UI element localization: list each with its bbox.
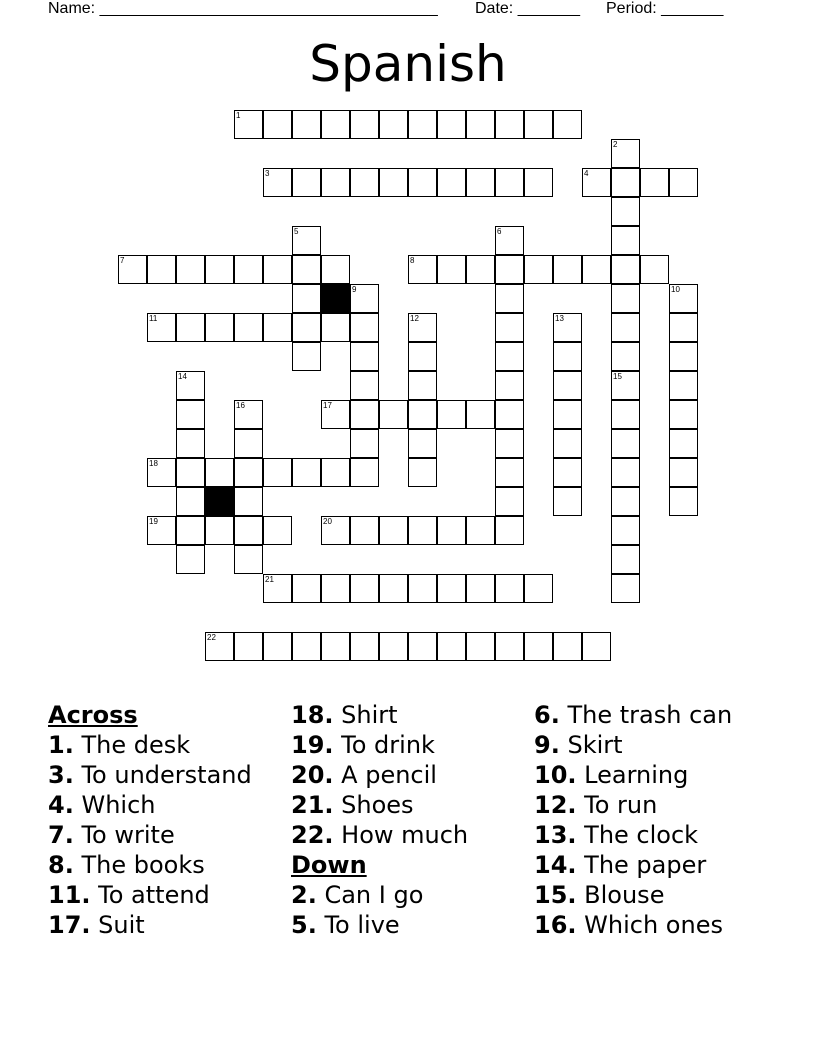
clue-text: A pencil	[341, 761, 437, 789]
name-field-label: Name: ______________________________________	[48, 0, 438, 17]
clue-number: 12.	[534, 791, 577, 819]
clue-text: To attend	[98, 881, 210, 909]
grid-cell[interactable]	[292, 574, 321, 603]
grid-cell[interactable]	[350, 400, 379, 429]
clue-number: 15.	[534, 881, 577, 909]
grid-cell[interactable]	[176, 487, 205, 516]
grid-cell[interactable]	[669, 487, 698, 516]
grid-cell[interactable]	[495, 168, 524, 197]
grid-cell[interactable]	[147, 516, 176, 545]
clue-number: 11.	[48, 881, 91, 909]
grid-cell[interactable]	[263, 458, 292, 487]
clue-item	[534, 910, 774, 940]
grid-cell[interactable]	[437, 110, 466, 139]
clue-text: Which	[81, 791, 156, 819]
black-cell	[321, 284, 350, 313]
grid-cell[interactable]	[350, 458, 379, 487]
grid-cell[interactable]	[611, 255, 640, 284]
cell-number: 13	[555, 314, 564, 323]
grid-cell[interactable]	[408, 632, 437, 661]
clue-item	[48, 790, 288, 820]
grid-cell[interactable]	[321, 516, 350, 545]
clue-number: 16.	[534, 911, 577, 939]
grid-cell[interactable]	[234, 313, 263, 342]
cell-number: 1	[236, 111, 241, 120]
clue-item	[534, 730, 774, 760]
grid-cell[interactable]	[669, 371, 698, 400]
clue-item	[291, 760, 531, 790]
grid-cell[interactable]	[524, 110, 553, 139]
down-heading: Down	[291, 851, 367, 879]
grid-cell[interactable]	[292, 255, 321, 284]
grid-cell[interactable]	[350, 284, 379, 313]
clue-item	[534, 700, 774, 730]
clue-text: How much	[341, 821, 469, 849]
grid-cell[interactable]	[611, 516, 640, 545]
grid-cell[interactable]	[408, 342, 437, 371]
clue-text: Shoes	[341, 791, 414, 819]
grid-cell[interactable]	[234, 458, 263, 487]
grid-cell[interactable]	[466, 574, 495, 603]
grid-cell[interactable]	[524, 255, 553, 284]
grid-cell[interactable]	[495, 487, 524, 516]
grid-cell[interactable]	[379, 168, 408, 197]
grid-cell[interactable]	[176, 400, 205, 429]
grid-cell[interactable]	[118, 255, 147, 284]
grid-cell[interactable]	[234, 110, 263, 139]
grid-cell[interactable]	[611, 342, 640, 371]
grid-cell[interactable]	[466, 516, 495, 545]
clue-column-3	[534, 700, 774, 940]
grid-cell[interactable]	[263, 574, 292, 603]
grid-cell[interactable]	[147, 255, 176, 284]
grid-cell[interactable]	[263, 168, 292, 197]
grid-cell[interactable]	[466, 632, 495, 661]
grid-cell[interactable]	[234, 400, 263, 429]
grid-cell[interactable]	[553, 255, 582, 284]
grid-cell[interactable]	[611, 226, 640, 255]
clue-item	[291, 910, 531, 940]
grid-cell[interactable]	[321, 110, 350, 139]
grid-cell[interactable]	[553, 632, 582, 661]
grid-cell[interactable]	[408, 371, 437, 400]
grid-cell[interactable]	[408, 574, 437, 603]
grid-cell[interactable]	[292, 226, 321, 255]
grid-cell[interactable]	[350, 516, 379, 545]
grid-cell[interactable]	[611, 487, 640, 516]
grid-cell[interactable]	[524, 168, 553, 197]
grid-cell[interactable]	[437, 516, 466, 545]
grid-cell[interactable]	[379, 516, 408, 545]
across-heading: Across	[48, 701, 138, 729]
grid-cell[interactable]	[205, 458, 234, 487]
cell-number: 19	[149, 517, 158, 526]
clue-item	[534, 760, 774, 790]
cell-number: 11	[149, 314, 158, 323]
grid-cell[interactable]	[147, 458, 176, 487]
clue-item	[291, 730, 531, 760]
grid-cell[interactable]	[176, 255, 205, 284]
grid-cell[interactable]	[466, 110, 495, 139]
cell-number: 20	[323, 517, 332, 526]
grid-cell[interactable]	[205, 255, 234, 284]
grid-cell[interactable]	[669, 400, 698, 429]
grid-cell[interactable]	[408, 168, 437, 197]
clue-text: To drink	[341, 731, 435, 759]
grid-cell[interactable]	[176, 371, 205, 400]
grid-cell[interactable]	[263, 110, 292, 139]
grid-cell[interactable]	[234, 545, 263, 574]
grid-cell[interactable]	[234, 487, 263, 516]
clue-text: Which ones	[584, 911, 723, 939]
clue-text: To live	[324, 911, 400, 939]
clue-item	[534, 880, 774, 910]
grid-cell[interactable]	[379, 574, 408, 603]
grid-cell[interactable]	[437, 574, 466, 603]
grid-cell[interactable]	[669, 429, 698, 458]
clue-number: 10.	[534, 761, 577, 789]
grid-cell[interactable]	[321, 400, 350, 429]
grid-cell[interactable]	[553, 458, 582, 487]
black-cell	[205, 487, 234, 516]
grid-cell[interactable]	[669, 168, 698, 197]
clue-text: Skirt	[567, 731, 623, 759]
grid-cell[interactable]	[611, 574, 640, 603]
grid-cell[interactable]	[669, 313, 698, 342]
grid-cell[interactable]	[437, 400, 466, 429]
grid-cell[interactable]	[263, 632, 292, 661]
grid-cell[interactable]	[176, 429, 205, 458]
grid-cell[interactable]	[350, 429, 379, 458]
cell-number: 14	[178, 372, 187, 381]
clue-item	[291, 820, 531, 850]
grid-cell[interactable]	[611, 313, 640, 342]
grid-cell[interactable]	[292, 342, 321, 371]
grid-cell[interactable]	[669, 342, 698, 371]
grid-cell[interactable]	[321, 255, 350, 284]
cell-number: 4	[584, 169, 589, 178]
grid-cell[interactable]	[611, 429, 640, 458]
grid-cell[interactable]	[205, 516, 234, 545]
grid-cell[interactable]	[408, 516, 437, 545]
grid-cell[interactable]	[176, 458, 205, 487]
grid-cell[interactable]	[495, 458, 524, 487]
cell-number: 10	[671, 285, 680, 294]
clue-number: 6.	[534, 701, 560, 729]
grid-cell[interactable]	[553, 110, 582, 139]
grid-cell[interactable]	[495, 574, 524, 603]
clue-number: 8.	[48, 851, 74, 879]
grid-cell[interactable]	[437, 632, 466, 661]
clue-item	[48, 820, 288, 850]
grid-cell[interactable]	[495, 516, 524, 545]
grid-cell[interactable]	[321, 458, 350, 487]
grid-cell[interactable]	[205, 632, 234, 661]
clue-text: Can I go	[324, 881, 424, 909]
clue-number: 21.	[291, 791, 334, 819]
cell-number: 17	[323, 401, 332, 410]
grid-cell[interactable]	[495, 371, 524, 400]
grid-cell[interactable]	[292, 168, 321, 197]
grid-cell[interactable]	[553, 487, 582, 516]
grid-cell[interactable]	[466, 400, 495, 429]
grid-cell[interactable]	[292, 458, 321, 487]
grid-cell[interactable]	[292, 632, 321, 661]
grid-cell[interactable]	[350, 168, 379, 197]
grid-cell[interactable]	[553, 342, 582, 371]
grid-cell[interactable]	[350, 342, 379, 371]
clue-text: The trash can	[567, 701, 733, 729]
clue-text: The books	[81, 851, 205, 879]
grid-cell[interactable]	[495, 342, 524, 371]
cell-number: 7	[120, 256, 125, 265]
grid-cell[interactable]	[408, 110, 437, 139]
grid-cell[interactable]	[495, 400, 524, 429]
grid-cell[interactable]	[408, 458, 437, 487]
grid-cell[interactable]	[321, 313, 350, 342]
grid-cell[interactable]	[350, 313, 379, 342]
grid-cell[interactable]	[640, 255, 669, 284]
grid-cell[interactable]	[176, 545, 205, 574]
clue-column-2	[291, 700, 531, 940]
clue-number: 18.	[291, 701, 334, 729]
cell-number: 15	[613, 372, 622, 381]
clue-item	[48, 760, 288, 790]
grid-cell[interactable]	[553, 429, 582, 458]
clue-number: 22.	[291, 821, 334, 849]
clue-number: 19.	[291, 731, 334, 759]
clue-text: To write	[81, 821, 175, 849]
clue-number: 9.	[534, 731, 560, 759]
clue-item	[48, 730, 288, 760]
grid-cell[interactable]	[611, 197, 640, 226]
grid-cell[interactable]	[669, 284, 698, 313]
grid-cell[interactable]	[292, 284, 321, 313]
grid-cell[interactable]	[263, 313, 292, 342]
clue-text: To run	[584, 791, 658, 819]
grid-cell[interactable]	[669, 458, 698, 487]
grid-cell[interactable]	[350, 371, 379, 400]
clue-item	[291, 880, 531, 910]
grid-cell[interactable]	[321, 574, 350, 603]
grid-cell[interactable]	[524, 632, 553, 661]
clue-number: 17.	[48, 911, 91, 939]
cell-number: 16	[236, 401, 245, 410]
grid-cell[interactable]	[495, 313, 524, 342]
cell-number: 12	[410, 314, 419, 323]
cell-number: 18	[149, 459, 158, 468]
grid-cell[interactable]	[379, 110, 408, 139]
cell-number: 2	[613, 140, 618, 149]
clue-item	[291, 790, 531, 820]
clue-text: Suit	[98, 911, 145, 939]
grid-cell[interactable]	[611, 545, 640, 574]
clue-item	[534, 820, 774, 850]
clue-number: 3.	[48, 761, 74, 789]
clue-item	[48, 910, 288, 940]
cell-number: 3	[265, 169, 270, 178]
grid-cell[interactable]	[350, 632, 379, 661]
grid-cell[interactable]	[611, 400, 640, 429]
clue-text: Learning	[584, 761, 689, 789]
grid-cell[interactable]	[553, 400, 582, 429]
clue-item	[291, 700, 531, 730]
grid-cell[interactable]	[437, 255, 466, 284]
grid-cell[interactable]	[205, 313, 234, 342]
cell-number: 8	[410, 256, 415, 265]
grid-cell[interactable]	[408, 255, 437, 284]
grid-cell[interactable]	[234, 632, 263, 661]
grid-cell[interactable]	[611, 168, 640, 197]
grid-cell[interactable]	[292, 313, 321, 342]
grid-cell[interactable]	[379, 632, 408, 661]
grid-cell[interactable]	[408, 400, 437, 429]
grid-cell[interactable]	[524, 574, 553, 603]
grid-cell[interactable]	[495, 429, 524, 458]
grid-cell[interactable]	[234, 429, 263, 458]
grid-cell[interactable]	[495, 226, 524, 255]
grid-cell[interactable]	[495, 284, 524, 313]
grid-cell[interactable]	[495, 632, 524, 661]
clue-item	[534, 850, 774, 880]
grid-cell[interactable]	[437, 168, 466, 197]
clue-text: To understand	[81, 761, 252, 789]
cell-number: 21	[265, 575, 274, 584]
clue-number: 14.	[534, 851, 577, 879]
grid-cell[interactable]	[466, 168, 495, 197]
grid-cell[interactable]	[350, 574, 379, 603]
grid-cell[interactable]	[408, 429, 437, 458]
cell-number: 6	[497, 227, 502, 236]
clue-text: Blouse	[584, 881, 665, 909]
grid-cell[interactable]	[553, 371, 582, 400]
grid-cell[interactable]	[234, 516, 263, 545]
grid-cell[interactable]	[176, 313, 205, 342]
grid-cell[interactable]	[292, 110, 321, 139]
clue-number: 1.	[48, 731, 74, 759]
cell-number: 5	[294, 227, 299, 236]
clue-text: The clock	[584, 821, 699, 849]
clue-text: The desk	[81, 731, 191, 759]
grid-cell[interactable]	[611, 458, 640, 487]
date-field-label: Date: _______	[475, 0, 580, 17]
clue-item	[48, 850, 288, 880]
grid-cell[interactable]	[495, 255, 524, 284]
clue-number: 7.	[48, 821, 74, 849]
grid-cell[interactable]	[379, 400, 408, 429]
grid-cell[interactable]	[321, 168, 350, 197]
cell-number: 22	[207, 633, 216, 642]
grid-cell[interactable]	[263, 255, 292, 284]
cell-number: 9	[352, 285, 357, 294]
clue-number: 2.	[291, 881, 317, 909]
grid-cell[interactable]	[582, 168, 611, 197]
grid-cell[interactable]	[321, 632, 350, 661]
clue-text: Shirt	[341, 701, 398, 729]
page-title: Spanish	[309, 35, 507, 93]
grid-cell[interactable]	[495, 110, 524, 139]
grid-cell[interactable]	[466, 255, 495, 284]
clue-number: 20.	[291, 761, 334, 789]
grid-cell[interactable]	[640, 168, 669, 197]
grid-cell[interactable]	[408, 313, 437, 342]
clue-item	[534, 790, 774, 820]
grid-cell[interactable]	[582, 255, 611, 284]
grid-cell[interactable]	[611, 139, 640, 168]
grid-cell[interactable]	[176, 516, 205, 545]
grid-cell[interactable]	[553, 313, 582, 342]
grid-cell[interactable]	[350, 110, 379, 139]
clue-number: 4.	[48, 791, 74, 819]
clue-text: The paper	[584, 851, 707, 879]
clue-number: 13.	[534, 821, 577, 849]
clue-column-1	[48, 700, 288, 940]
grid-cell[interactable]	[234, 255, 263, 284]
period-field-label: Period: _______	[606, 0, 724, 17]
grid-cell[interactable]	[263, 516, 292, 545]
grid-cell[interactable]	[611, 284, 640, 313]
grid-cell[interactable]	[611, 371, 640, 400]
clue-number: 5.	[291, 911, 317, 939]
grid-cell[interactable]	[582, 632, 611, 661]
grid-cell[interactable]	[147, 313, 176, 342]
clue-item	[48, 880, 288, 910]
